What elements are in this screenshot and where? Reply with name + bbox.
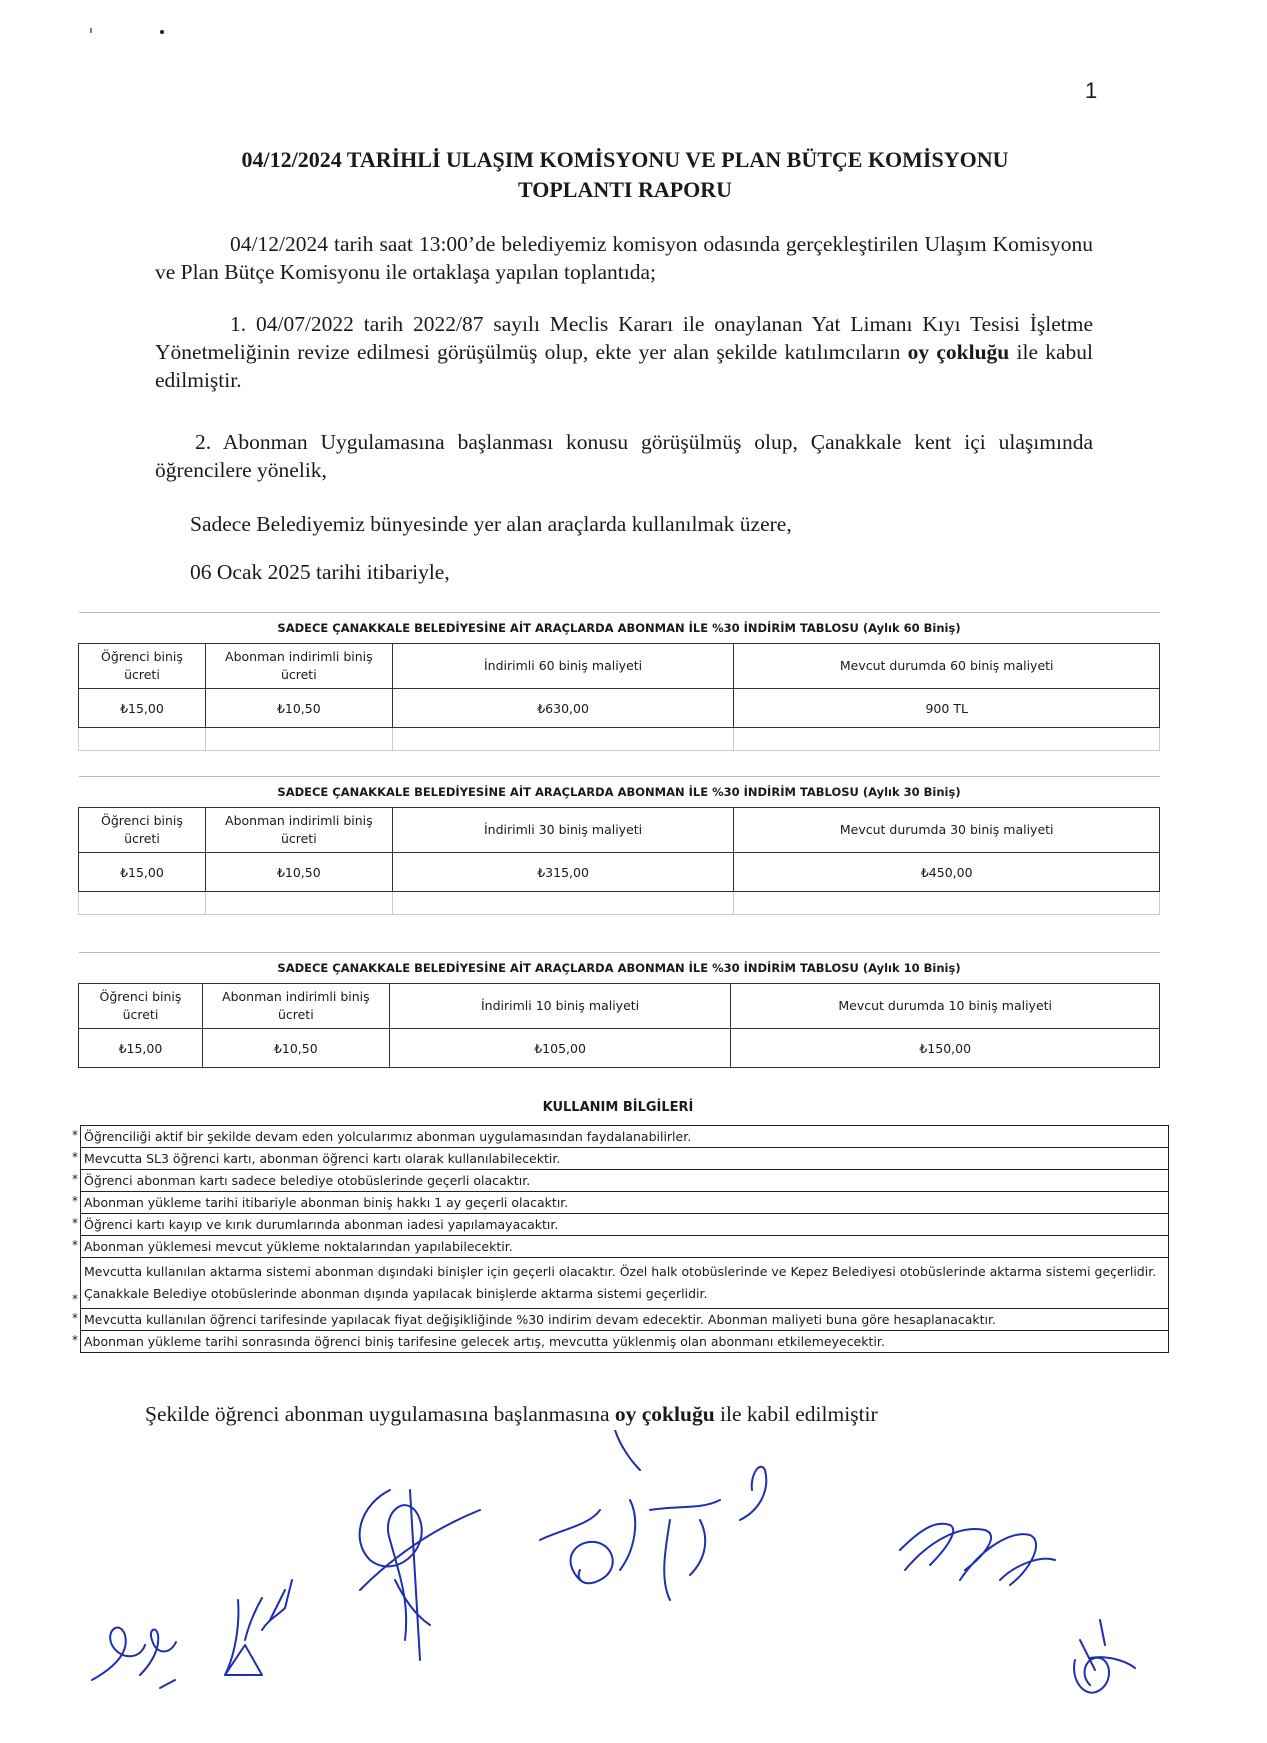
cell-discount-fare: ₺10,50 [205,689,392,728]
signature-6 [1074,1620,1135,1693]
table-caption: SADECE ÇANAKKALE BELEDİYESİNE AİT ARAÇLARDA ABONMAN İLE %30 İNDİRİM TABLOSU (Aylık 30 Biniş) [79,777,1160,808]
usage-item: Öğrenciliği aktif bir şekilde devam eden yolcularımız abonman uygulamasından faydalanabilirler. [81,1126,1169,1148]
scope-line: Sadece Belediyemiz bünyesinde yer alan araçlarda kullanılmak üzere, [190,512,792,536]
discount-table-10 [78,952,1160,1068]
closing-bold: oy çokluğu [614,1402,715,1426]
bullet-marker: * [72,1332,78,1347]
bullet-marker: * [72,1237,78,1252]
item2-paragraph: 2. Abonman Uygulamasına başlanması konusu görüşülmüş olup, Çanakkale kent içi ulaşımında öğrencilere yönelik, [155,430,1093,482]
bullet-marker: * [72,1149,78,1164]
signature-2 [225,1580,292,1675]
usage-info-list [68,1125,1169,1353]
bullet-marker: * [72,1193,78,1208]
signature-4 [540,1430,766,1600]
usage-item: Öğrenci kartı kayıp ve kırık durumlarında abonman iadesi yapılamayacaktır. [81,1214,1169,1236]
signature-3 [360,1490,480,1660]
item1-paragraph [155,310,1093,394]
page-number: 1 [1085,78,1098,103]
header-current-cost: Mevcut durumda 30 biniş maliyeti [734,808,1160,853]
cell-current-cost: ₺450,00 [734,853,1160,892]
closing-tail: ile kabil edilmiştir [720,1402,878,1426]
discount-table-30 [78,776,1160,915]
discount-table-60 [78,612,1160,751]
cell-student-fare: ₺15,00 [79,853,206,892]
item1-tail: ile kabul edilmiştir. [155,340,1094,392]
intro-paragraph: 04/12/2024 tarih saat 13:00’de belediyemiz komisyon odasında gerçekleştirilen Ulaşım Komisyonu ve Plan Bütçe Komisyonu ile ortaklaşa yapılan toplantıda; [155,232,1093,284]
bullet-marker: * [72,1310,78,1325]
usage-item: Mevcutta kullanılan öğrenci tarifesinde yapılacak fiyat değişikliğinde %30 indirim devam edecektir. Abonman maliyeti buna göre hesaplanacaktır. [81,1309,1169,1331]
header-discounted-cost: İndirimli 30 biniş maliyeti [392,808,734,853]
item1-text: 1. 04/07/2022 tarih 2022/87 sayılı Meclis Kararı ile onaylanan Yat Limanı Kıyı Tesisi İşletme Yönetmeliğinin revize edilmesi görüşülmüş olup, ekte yer alan şekilde katılımcıların [155,312,1093,364]
item1-bold: oy çokluğu [907,340,1010,364]
header-current-cost: Mevcut durumda 10 biniş maliyeti [731,984,1160,1029]
cell-discounted-cost: ₺105,00 [389,1029,731,1068]
header-student-fare: Öğrenci biniş ücreti [79,644,206,689]
closing-line [145,1402,878,1427]
cell-discount-fare: ₺10,50 [202,1029,389,1068]
bullet-marker: * [72,1215,78,1230]
signature-1 [92,1628,176,1688]
table-caption: SADECE ÇANAKKALE BELEDİYESİNE AİT ARAÇLARDA ABONMAN İLE %30 İNDİRİM TABLOSU (Aylık 60 Biniş) [79,613,1160,644]
usage-title: KULLANIM BİLGİLERİ [542,1100,694,1115]
bullet-marker: * [72,1127,78,1142]
header-discount-fare: Abonman indirimli biniş ücreti [205,644,392,689]
bullet-marker: * [72,1291,78,1306]
signatures [0,1430,1267,1730]
header-student-fare: Öğrenci biniş ücreti [79,808,206,853]
usage-item: Mevcutta SL3 öğrenci kartı, abonman öğrenci kartı olarak kullanılabilecektir. [81,1148,1169,1170]
usage-item: Abonman yükleme tarihi itibariyle abonman biniş hakkı 1 ay geçerli olacaktır. [81,1192,1169,1214]
header-discounted-cost: İndirimli 10 biniş maliyeti [389,984,731,1029]
header-current-cost: Mevcut durumda 60 biniş maliyeti [734,644,1160,689]
header-discount-fare: Abonman indirimli biniş ücreti [205,808,392,853]
cell-student-fare: ₺15,00 [79,689,206,728]
table-caption: SADECE ÇANAKKALE BELEDİYESİNE AİT ARAÇLARDA ABONMAN İLE %30 İNDİRİM TABLOSU (Aylık 10 Biniş) [79,953,1160,984]
bullet-marker: * [72,1171,78,1186]
cell-current-cost: ₺150,00 [731,1029,1160,1068]
cell-discounted-cost: ₺315,00 [392,853,734,892]
header-discount-fare: Abonman indirimli biniş ücreti [202,984,389,1029]
scan-speck [90,28,92,33]
scan-speck [160,30,164,34]
date-line: 06 Ocak 2025 tarihi itibariyle, [190,560,450,584]
closing-text: Şekilde öğrenci abonman uygulamasına başlanmasına [145,1402,610,1426]
cell-student-fare: ₺15,00 [79,1029,203,1068]
header-discounted-cost: İndirimli 60 biniş maliyeti [392,644,734,689]
header-student-fare: Öğrenci biniş ücreti [79,984,203,1029]
usage-item: Abonman yüklemesi mevcut yükleme noktalarından yapılabilecektir. [81,1236,1169,1258]
usage-item: Abonman yükleme tarihi sonrasında öğrenci biniş tarifesine gelecek artış, mevcutta yüklenmiş olan abonmanı etkilemeyecektir. [81,1331,1169,1353]
cell-discounted-cost: ₺630,00 [392,689,734,728]
signature-5 [900,1524,1055,1585]
usage-item: Mevcutta kullanılan aktarma sistemi abonman dışındaki binişler için geçerli olacaktır. Özel halk otobüslerinde ve Kepez Belediyesi otobüslerinde aktarma sistemi geçerlidir. Çanakkale Belediye otobüslerinde abonman dışında yapılacak binişlerde aktarma sistemi geçerlidir. [81,1258,1169,1309]
cell-current-cost: 900 TL [734,689,1160,728]
cell-discount-fare: ₺10,50 [205,853,392,892]
report-title-line2: TOPLANTI RAPORU [517,177,733,202]
report-title-line1: 04/12/2024 TARİHLİ ULAŞIM KOMİSYONU VE PLAN BÜTÇE KOMİSYONU [241,147,1009,172]
usage-item: Öğrenci abonman kartı sadece belediye otobüslerinde geçerli olacaktır. [81,1170,1169,1192]
